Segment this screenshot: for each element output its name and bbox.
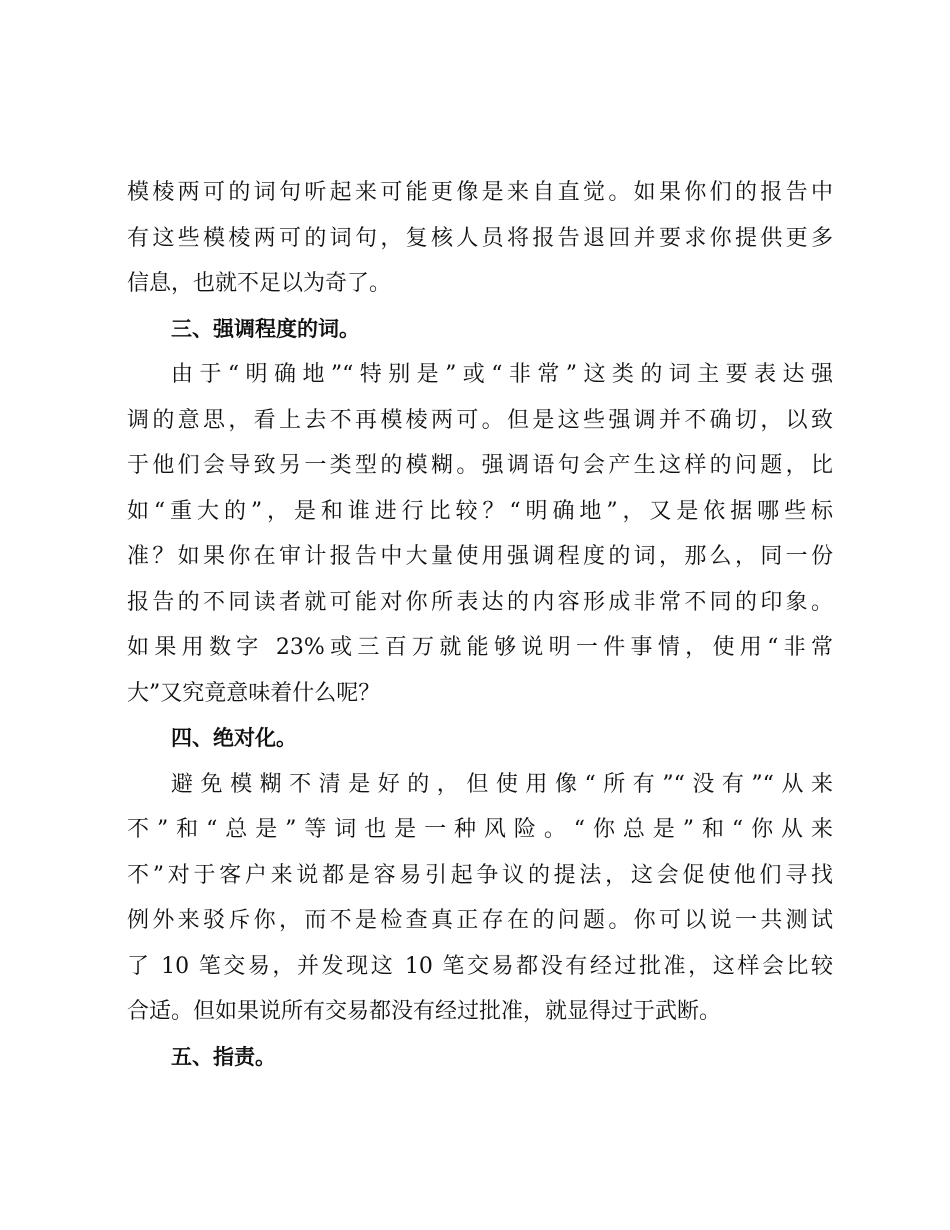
section-heading: 四、绝对化。	[171, 726, 297, 750]
document-page	[127, 170, 833, 1080]
text-line: 不”对于客户来说都是容易引起争议的提法，这会促使他们寻找	[127, 862, 833, 888]
paragraph	[127, 352, 833, 716]
section-heading: 三、强调程度的词。	[171, 316, 360, 341]
text-line: 有这些模棱两可的词句，复核人员将报告退回并要求你提供更多	[127, 225, 833, 251]
text-line: 合适。但如果说所有交易都没有经过批准，就显得过于武断。	[127, 999, 722, 1024]
text-line: 如“重大的”，是和谁进行比较？“明确地”，又是依据哪些标	[127, 498, 833, 524]
text-line: 准？如果你在审计报告中大量使用强调程度的词，那么，同一份	[127, 544, 833, 569]
text-line: 了 10 笔交易，并发现这 10 笔交易都没有经过批准，这样会比较	[127, 953, 833, 979]
text-line: 模棱两可的词句听起来可能更像是来自直觉。如果你们的报告中	[127, 180, 833, 205]
text-line: 调的意思，看上去不再模棱两可。但是这些强调并不确切，以致	[127, 407, 833, 433]
text-line: 大”又究竟意味着什么呢？	[127, 680, 381, 706]
text-line: 由于“明确地”“特别是”或“非常”这类的词主要表达强	[171, 362, 833, 387]
text-line: 不”和“总是”等词也是一种风险。“你总是”和“你从来	[127, 817, 833, 842]
text-line: 如果用数字 23%或三百万就能够说明一件事情，使用“非常	[127, 635, 833, 660]
paragraph	[127, 762, 833, 1035]
text-line: 避免模糊不清是好的，但使用像“所有”“没有”“从来	[171, 771, 833, 797]
section-heading: 五、指责。	[171, 1044, 276, 1069]
text-line: 信息，也就不足以为奇了。	[127, 271, 392, 296]
text-line: 于他们会导致另一类型的模糊。强调语句会产生这样的问题，比	[127, 453, 833, 478]
text-line: 报告的不同读者就可能对你所表达的内容形成非常不同的印象。	[127, 589, 833, 615]
text-line: 例外来驳斥你，而不是检查真正存在的问题。你可以说一共测试	[127, 908, 833, 933]
paragraph	[127, 170, 833, 307]
